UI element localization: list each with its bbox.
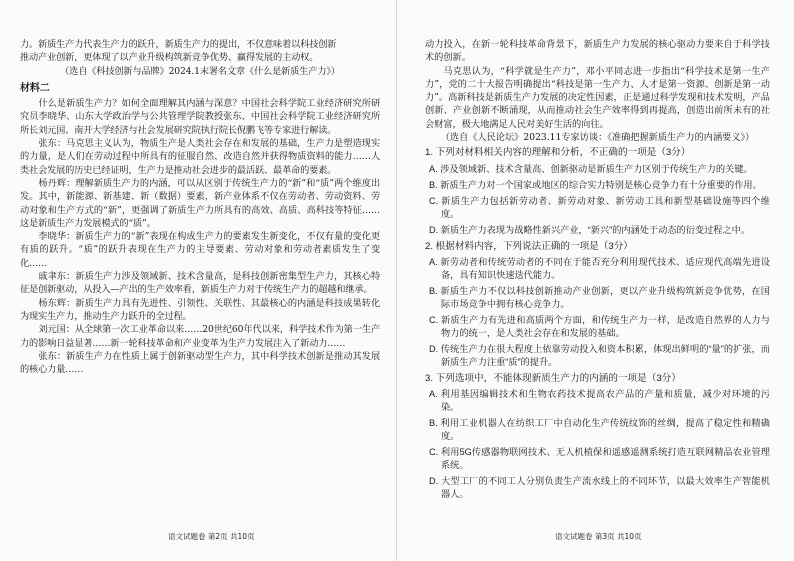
answer-option[interactable]: D. 新质生产力表现为战略性新兴产业，“新兴”的内涵处于动态的衍变过程之中。 (429, 224, 751, 235)
answer-option[interactable]: D. 大型工厂的不同工人分别负责生产流水线上的不同环节，以最大效率生产智能机器人。 (429, 476, 770, 500)
paragraph: 杨丹辉：理解新质生产力的内涵，可以从区别于传统生产力的“新”和“质”两个维度出发。其中，新能源、新基建、新（数据）要素，新产业体系不仅在劳动者、劳动资料、劳动对象和生产方式的“新”，更强调了新质生产力所具有的高效、高质、高科技等特征……这是新质生产力发展模式的“质”。 (20, 177, 380, 229)
paragraph: 张东：马克思主义认为，物质生产是人类社会存在和发展的基础，生产力是塑造现实的力量，是人们在劳动过程中所具有的征服自然、改造自然并获得物质资料的能力……人类社会发展的历史已经证明，生产力是推动社会进步的最活跃、最革命的要素。 (20, 138, 380, 176)
page-footer: 语文试题卷 第2页 共10页 (168, 532, 255, 541)
page-footer: 语文试题卷 第3页 共10页 (555, 532, 642, 541)
paragraph: 动力投入，在新一轮科技革命背景下，新质生产力发展的核心驱动力要来自于科学技术的创新。 (425, 39, 770, 64)
question-stem: 1. 下列对材料相关内容的理解和分析，不正确的一项是（3分） (425, 147, 691, 159)
paragraph: 刘元国：从全球第一次工业革命以来……20世纪60年代以来，科学技术作为第一生产力的影响日益显著……新一轮科技革命和产业变革为生产力发展注入了新动力…… (20, 324, 380, 349)
paragraph: 杨东辉：新质生产力具有先进性、引领性、关联性、其最核心的内涵是科技成果转化为现实生产力，推动生产力跃升的全过程。 (20, 297, 380, 322)
left-column (20, 38, 380, 376)
question-stem: 2. 根据材料内容，下列说法正确的一项是（3分） (425, 240, 633, 252)
answer-option[interactable]: B. 新质生产力对一个国家或地区的综合实力特别是核心竞争力有十分重要的作用。 (429, 179, 762, 190)
answer-option[interactable]: D. 传统生产力在很大程度上依靠劳动投入和资本积累，体现出鲜明的“量”的扩张，而新质生产力注重“质”的提升。 (429, 343, 770, 367)
answer-option[interactable]: A. 新劳动者和传统劳动者的不同在于能否充分利用现代技术、适应现代高端先进设备，具有知识快速迭代能力。 (429, 256, 770, 280)
answer-option[interactable]: C. 新质生产力有先进和高质两个方面，和传统生产力一样，是改造自然界的人力与物力的统一，是人类社会存在和发展的基础。 (429, 314, 770, 338)
paragraph: 李晓华：新质生产力的“新”表现在构成生产力的要素发生新变化，不仅有量的变化更有质的跃升。“质”的跃升表现在生产力的主导要素、劳动对象和劳动者素质发生了变化…… (20, 231, 380, 269)
text-line: 力。新质生产力代表生产力的跃升，新质生产力的提出，不仅意味着以科技创新 (20, 39, 337, 50)
right-column (425, 38, 770, 504)
paragraph: 什么是新质生产力？如何全面理解其内涵与深意？中国社会科学院工业经济研究所研究员李晓华、山东大学政治学与公共管理学院教授张东、中国社会科学院工业经济研究所所长刘元国、南开大学经济与社会发展研究院执行院长倪鹏飞等专家进行解读。 (20, 98, 380, 136)
text-line: 推动产业创新，更体现了以产业升级构筑新竞争优势、赢得发展的主动权。 (20, 52, 319, 64)
answer-option[interactable]: A. 利用基因编辑技术和生物农药技术提高农产品的产量和质量，减少对环境的污染。 (429, 389, 770, 413)
paragraph: 张东：新质生产力在性质上属于创新驱动型生产力，其中科学技术创新是推动其发展的核心力量…… (20, 350, 380, 376)
answer-option[interactable]: B. 新质生产力不仅以科技创新推动产业创新，更以产业升级构筑新竞争优势，在国际市场竞争中拥有核心竞争力。 (429, 285, 770, 309)
answer-option[interactable]: C. 利用5G传感器物联网技术、无人机植保和遥感遥测系统打造互联网精品农业管理系统。 (429, 447, 770, 471)
answer-option[interactable]: C. 新质生产力包括新劳动者、新劳动对象、新劳动工具和新型基础设施等四个维度。 (429, 195, 770, 219)
source-citation: （选自《科技创新与品牌》2024.1末署名文章《什么是新质生产力》） (60, 65, 340, 77)
answer-option[interactable]: B. 利用工业机器人在纺织工厂中自动化生产传统纹饰的丝绸，提高了稳定性和精确度。 (429, 418, 770, 442)
paragraph: 戚聿东：新质生产力涉及领域新、技术含量高，是科技创新密集型生产力，其核心特征是创新驱动，从投入—产出的生产效率看，新质生产力对于传统生产力的超越和继承。 (20, 271, 380, 296)
answer-option[interactable]: A. 涉及领域新、技术含量高、创新驱动是新质生产力区别于传统生产力的关键。 (429, 163, 753, 174)
source-citation: （选自《人民论坛》2023.11专家访谈：《准确把握新质生产力的内涵要义》） (440, 132, 755, 144)
question-stem: 3. 下列选项中，不能体现新质生产力的内涵的一项是（3分） (425, 372, 681, 384)
section-heading: 材料二 (20, 82, 50, 94)
paragraph: 马克思认为，“科学就是生产力”，邓小平同志进一步指出“科学技术是第一生产力”，党的二十大报告明确提出“科技是第一生产力、人才是第一资源、创新是第一动力”。高新科技是新质生产力发展的决定性因素，正是通过科学发现和技术发明，产品创新、产业创新不断涌现，从而推动社会生产效率得到再提高，创造出前所未有的社会财富，极大地满足人民对美好生活的向往。 (425, 65, 770, 130)
